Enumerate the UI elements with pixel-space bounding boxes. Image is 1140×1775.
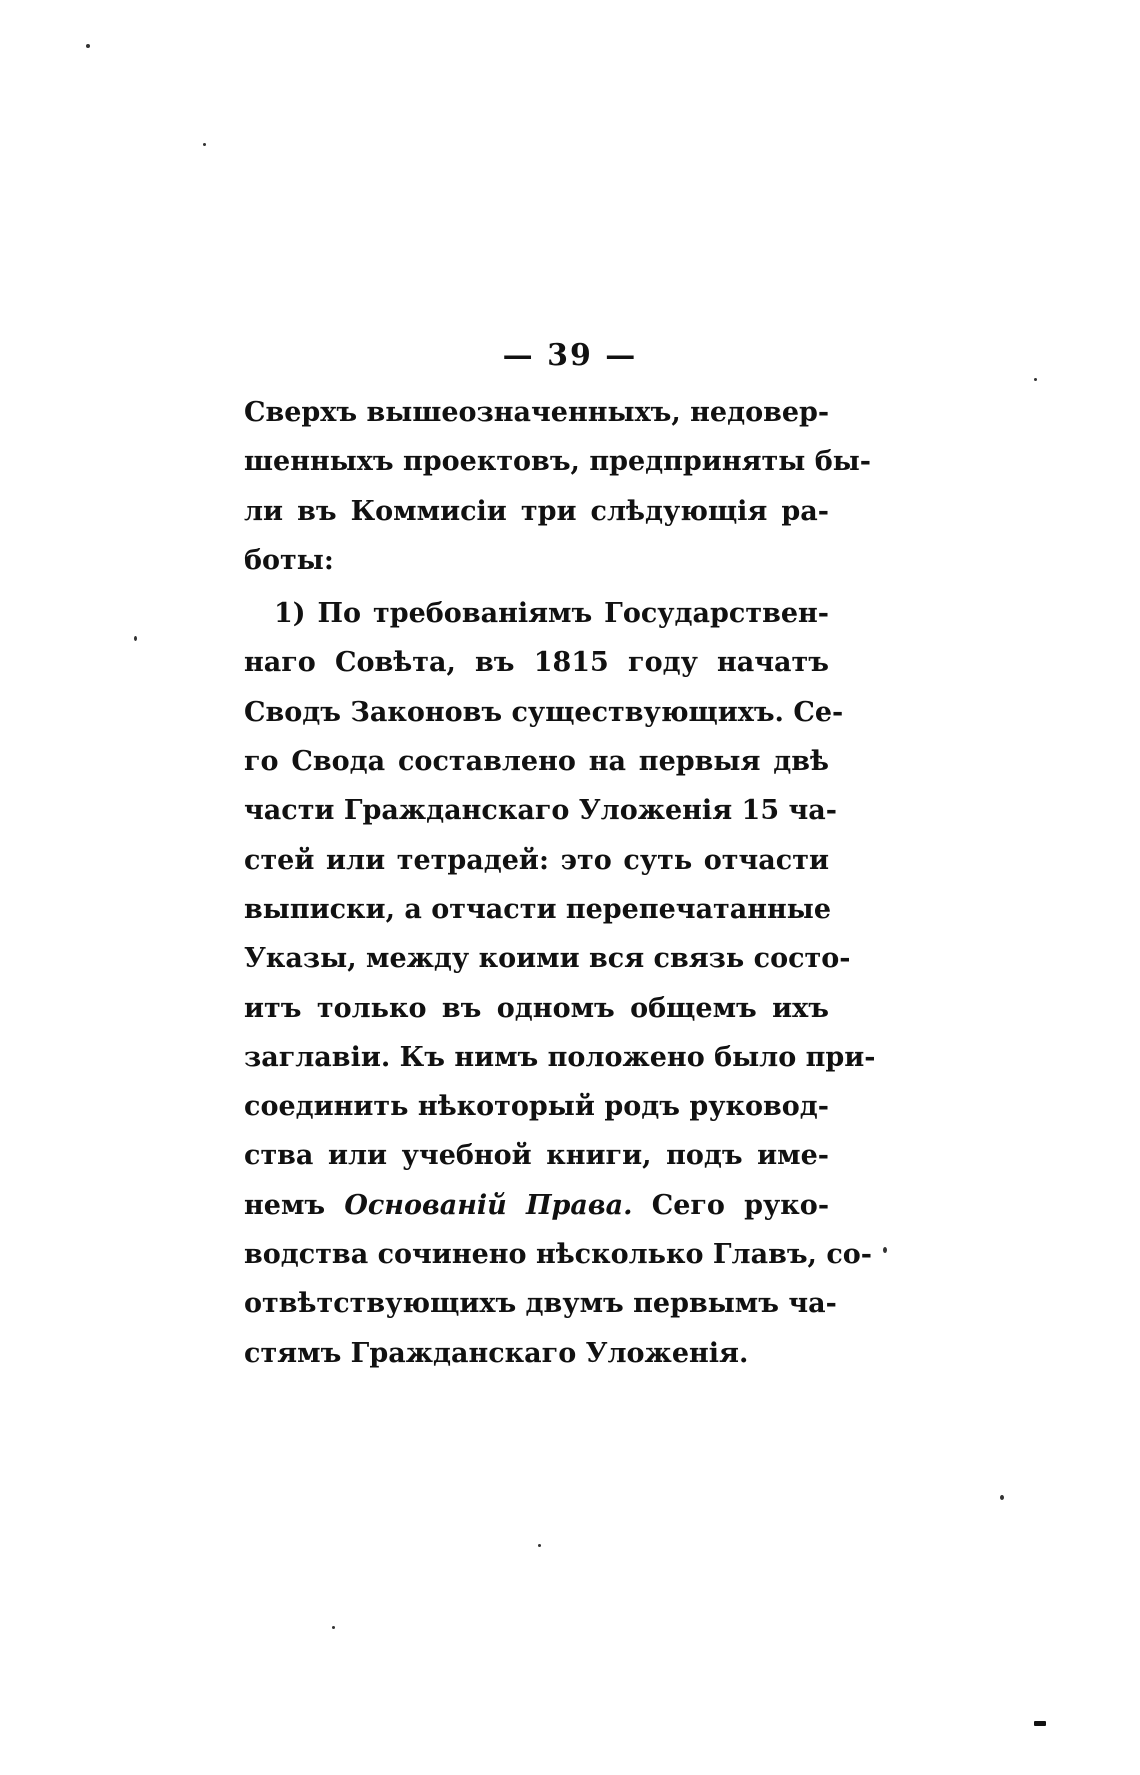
text-line: соединить нѣкоторый родъ руковод-: [244, 1091, 829, 1123]
text-line: боты:: [244, 544, 334, 576]
text-fragment: немъ: [244, 1189, 326, 1221]
text-line: стямъ Гражданскаго Уложенія.: [244, 1337, 749, 1369]
scan-speck: [1034, 1721, 1046, 1726]
text-line: шенныхъ проектовъ, предприняты бы-: [244, 446, 871, 478]
scan-speck: [538, 1544, 541, 1547]
text-fragment: Сего руко-: [651, 1189, 830, 1221]
text-line: отвѣтствующихъ двумъ первымъ ча-: [244, 1288, 837, 1320]
scan-speck: [1000, 1495, 1004, 1500]
scan-speck: [1034, 378, 1037, 381]
scan-speck: [86, 44, 90, 48]
text-line: наго Совѣта, въ 1815 году начатъ: [244, 647, 829, 679]
text-line: итъ только въ одномъ общемъ ихъ: [244, 992, 829, 1024]
text-line: части Гражданскаго Уложенія 15 ча-: [244, 795, 837, 827]
body-text: [244, 388, 876, 1378]
text-line: Сводъ Законовъ существующихъ. Се-: [244, 696, 844, 728]
text-line: Сверхъ вышеозначенныхъ, недовер-: [244, 397, 830, 428]
text-line: водства сочинено нѣсколько Главъ, со-: [244, 1239, 873, 1271]
text-line: 1) По требованіямъ Государствен-: [274, 598, 829, 630]
text-line-mixed: [244, 1181, 829, 1230]
scan-speck: [203, 143, 206, 146]
text-line: выписки, а отчасти перепечатанные: [244, 893, 832, 925]
scan-speck: [332, 1626, 335, 1629]
text-line: заглавіи. Къ нимъ положено было при-: [244, 1041, 876, 1073]
text-line: стей или тетрадей: это суть отчасти: [244, 844, 829, 876]
scan-speck: [883, 1247, 887, 1253]
text-line: Указы, между коими вся связь состо-: [244, 943, 851, 975]
page-number: — 39 —: [502, 338, 638, 373]
text-line: го Свода составлено на первыя двѣ: [244, 746, 829, 778]
italic-title: Основаній Права.: [344, 1189, 633, 1221]
text-line: ства или учебной книги, подъ име-: [244, 1140, 829, 1172]
text-line: ли въ Коммисіи три слѣдующія ра-: [244, 495, 829, 527]
scan-speck: [134, 636, 137, 641]
